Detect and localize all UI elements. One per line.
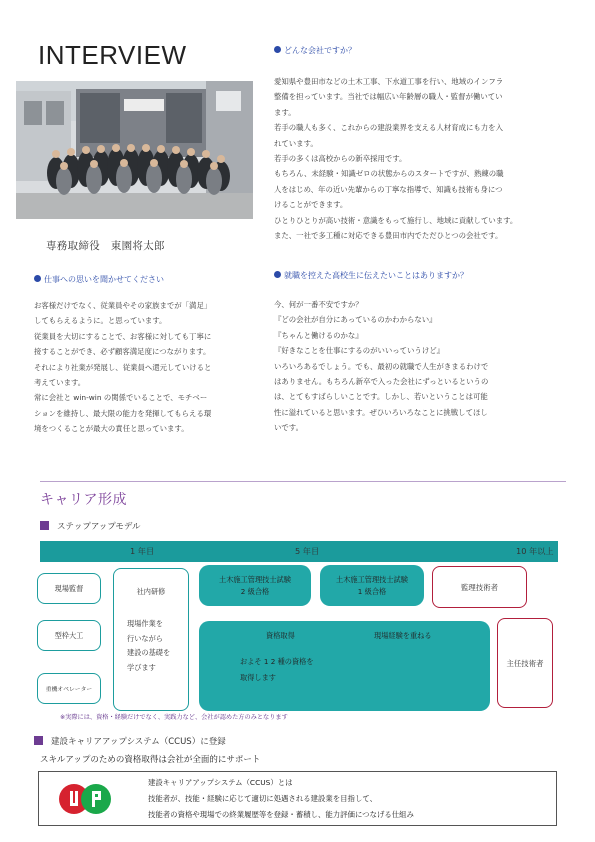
ccus-subheading: スキルアップのための資格取得は会社が全面的にサポート bbox=[40, 755, 261, 765]
chief-engineer-box: 主任技術者 bbox=[497, 618, 553, 708]
bullet-icon bbox=[274, 271, 281, 278]
square-bullet-icon bbox=[40, 521, 49, 530]
ccus-heading: 建設キャリアアップシステム（CCUS）に登録 bbox=[34, 735, 226, 747]
question-heading: 仕事への思いを聞かせてください bbox=[34, 274, 164, 285]
role-box-site-supervisor: 現場監督 bbox=[37, 573, 101, 604]
answer-text: 愛知県や豊田市などの土木工事、下水道工事を行い、地域のインフラ 整備を担っています。当社では幅広い年齢層の職人・監督が働いてい ます。 若手の職人も多く、これからの建設業界を支える人材育成にも力を入 れています。 若手の多くは高校からの新卒採用です。 もちろん、未経験・知識ゼロの状態からのスタートですが、熟練の職 人をはじめ、年の近い先輩からの丁寧な指導で、知識も技術も身につ けることができます。 ひとりひとりが高い技術・意識をもって施行し、地域に貢献しています。 また、一社で多工種に対応できる豊田市内でただひとつの会社です。 bbox=[274, 77, 518, 241]
supervising-engineer-box: 監理技術者 bbox=[432, 566, 527, 608]
timeline-label: 1 年目 bbox=[130, 546, 155, 556]
onsite-learning-text: 現場作業を 行いながら 建設の基礎を 学びます bbox=[127, 619, 171, 672]
stepup-heading: ステップアップモデル bbox=[40, 520, 140, 532]
qualification-label: 資格取得 bbox=[266, 631, 295, 640]
career-section-title: キャリア形成 bbox=[40, 492, 127, 508]
in-house-training-box: 社内研修 bbox=[113, 568, 189, 711]
question-heading: どんな会社ですか？ bbox=[274, 45, 356, 56]
role-box-heavy-machine-operator: 重機オペレーター bbox=[37, 673, 101, 704]
answer-text: お客様だけでなく、従業員やその家族までが「満足」 してもらえるように。と思っています。 従業員を大切にすることで、お客様に対しても丁寧に 接することができ、必ず顧客満足度につながります。 それにより社業が発展し、従業員へ還元していけると 考えています。 常に会社と win-win の関係でいることで、モチベー ションを維持し、最大限の能力を発揮してもらえる環 境をつくることが最大の責任と思っています。 bbox=[34, 301, 212, 434]
group-photo bbox=[16, 81, 253, 219]
square-bullet-icon bbox=[34, 736, 43, 745]
interviewee-name: 専務取締役 東園将太郎 bbox=[46, 240, 165, 252]
answer-text: 今、何が一番不安ですか？ 『どの会社が自分にあっているのかわからない』 『ちゃんと働けるのかな』 『好きなことを仕事にするのがいいっていうけど』 いろいろあるでしょう。でも、最初の就職で人生がきまるわけで はありません。もちろん新卒で入った会社にずっといるというの は、とてもすばらしいことです。しかし、若いということは可能 性に溢れていると思います。ぜひいろいろなことに挑戦してほし いです。 bbox=[274, 300, 489, 433]
timeline-label: 10 年以上 bbox=[516, 546, 554, 556]
bullet-icon bbox=[274, 46, 281, 53]
experience-label: 現場経験を重ねる bbox=[374, 631, 432, 640]
cert-level2-box: 土木施工管理技士試験 2 級合格 bbox=[199, 565, 311, 606]
page-title: INTERVIEW bbox=[38, 40, 187, 70]
cert-level1-box: 土木施工管理技士試験 1 級合格 bbox=[320, 565, 424, 606]
ccus-description: 建設キャリアアップシステム（CCUS）とは 技能者が、技能・経験に応じて適切に処遇される建設業を目指して、 技能者の資格や現場での終業履歴等を登録・蓄積し、能力評価につなげる仕組み bbox=[148, 778, 414, 819]
qualification-detail: およそ 1 2 種の資格を 取得します bbox=[240, 657, 314, 682]
role-box-formwork-carpenter: 型枠大工 bbox=[37, 620, 101, 651]
timeline-label: 5 年目 bbox=[295, 546, 320, 556]
section-divider bbox=[40, 481, 566, 482]
ccus-logo-icon bbox=[56, 779, 116, 823]
question-heading: 就職を控えた高校生に伝えたいことはありますか？ bbox=[274, 270, 468, 281]
career-note: ※実際には、資格・経験だけでなく、実践力など、会社が認めた方のみとなります bbox=[60, 714, 288, 721]
bullet-icon bbox=[34, 275, 41, 282]
